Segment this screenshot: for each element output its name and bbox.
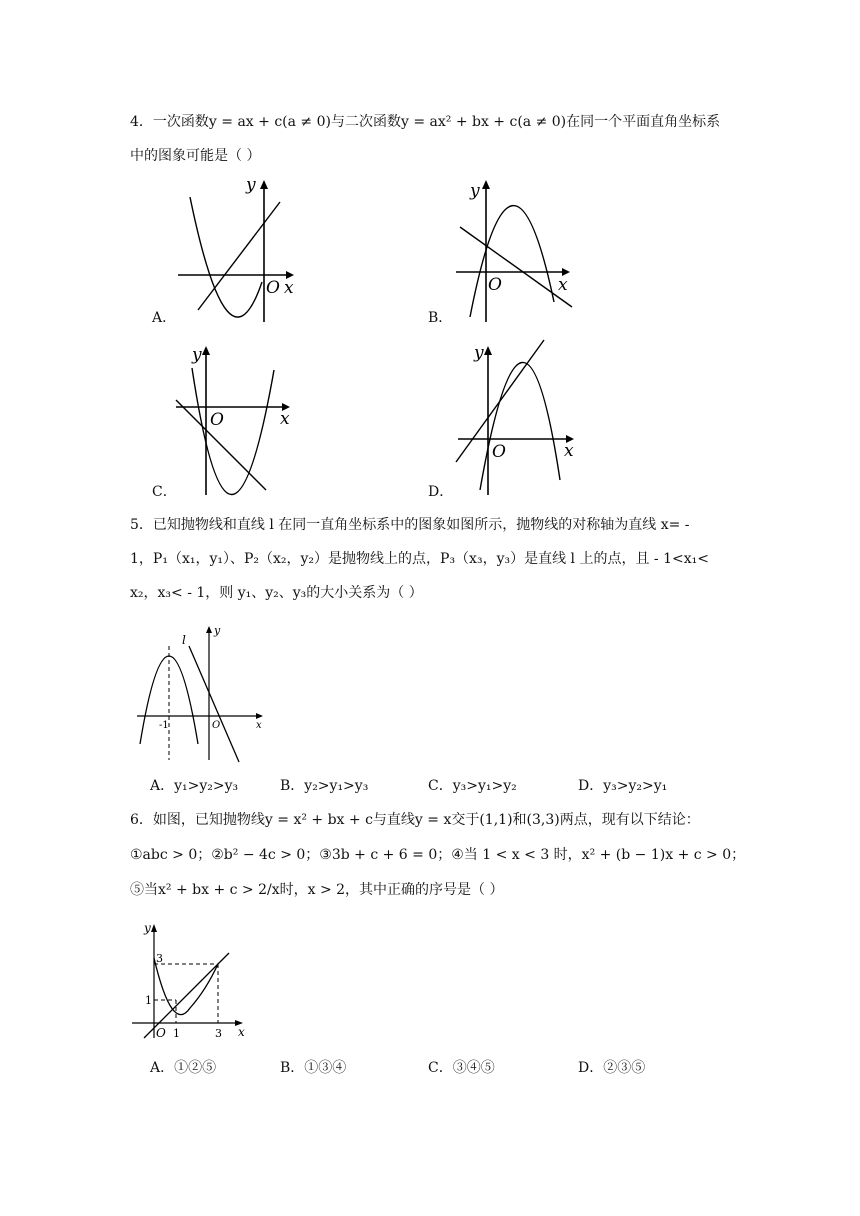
q5-stem-line1: 5．已知抛物线和直线 l 在同一直角坐标系中的图象如图所示，抛物线的对称轴为直线 x= -: [130, 517, 690, 533]
q6-stem-line1: 6．如图，已知抛物线y = x² + bx + c与直线y = x交于(1,1)和(3,3)两点，现有以下结论：: [130, 812, 700, 828]
axis-label-x: x: [280, 409, 290, 429]
line-label-l: l: [182, 633, 186, 647]
axis-label-x: x: [558, 275, 568, 295]
q6-option-b[interactable]: B．①③④: [280, 1060, 347, 1076]
q4-graph-c: [170, 340, 300, 500]
axis-label-x: x: [256, 720, 262, 731]
tick-label-y3: 3: [156, 952, 163, 965]
q4-graph-d: [452, 340, 582, 500]
q5-graph: [135, 620, 270, 765]
tick-label-y1: 1: [145, 994, 152, 1007]
q4-stem-line1: 4．一次函数y = ax + c(a ≠ 0)与二次函数y = ax² + bx + c(a ≠ 0)在同一个平面直角坐标系: [130, 114, 721, 130]
q6-stem-line2: ①abc > 0；②b² − 4c > 0；③3b + c + 6 = 0；④当 1 < x < 3 时，x² + (b − 1)x + c > 0；: [130, 847, 746, 863]
q4-option-b[interactable]: B．: [428, 310, 453, 326]
q6-stem-line3: ⑤当x² + bx + c > 2/x时，x > 2，其中正确的序号是（ ）: [130, 882, 504, 898]
q4-option-c[interactable]: C．: [152, 484, 177, 500]
axis-label-x: x: [564, 441, 574, 461]
origin-label: O: [266, 278, 280, 298]
origin-label: O: [488, 275, 502, 295]
q4-option-d[interactable]: D．: [428, 484, 454, 500]
origin-label: O: [212, 720, 221, 731]
q6-option-a[interactable]: A．①②⑤: [150, 1060, 217, 1076]
axis-label-y: y: [246, 175, 256, 195]
q5-option-c[interactable]: C．y₃>y₁>y₂: [428, 778, 517, 794]
q5-stem-line3: x₂，x₃< - 1，则 y₁、y₂、y₃的大小关系为（ ）: [130, 585, 423, 601]
q4-stem-line2: 中的图象可能是（ ）: [130, 148, 261, 164]
q5-option-b[interactable]: B．y₂>y₁>y₃: [280, 778, 369, 794]
axis-label-x: x: [238, 1025, 245, 1039]
axis-label-y: y: [214, 624, 221, 637]
axis-label-y: y: [192, 345, 202, 365]
axis-label-y: y: [144, 921, 151, 935]
tick-label-x1: 1: [173, 1027, 180, 1040]
origin-label: O: [210, 410, 224, 430]
q4-option-a[interactable]: A．: [152, 310, 177, 326]
origin-label: O: [156, 1026, 166, 1040]
q5-option-a[interactable]: A．y₁>y₂>y₃: [150, 778, 239, 794]
origin-label: O: [492, 442, 506, 462]
axis-label-x: x: [284, 278, 294, 298]
q6-graph: [128, 916, 253, 1041]
tick-label-x3: 3: [215, 1027, 222, 1040]
q5-option-d[interactable]: D．y₃>y₂>y₁: [578, 778, 668, 794]
q6-option-c[interactable]: C．③④⑤: [428, 1060, 495, 1076]
axis-label-y: y: [470, 181, 480, 201]
axis-label-y: y: [474, 343, 484, 363]
tick-label-minus-1: -1: [159, 720, 169, 731]
q4-graph-a: [170, 172, 300, 327]
q4-graph-b: [450, 172, 580, 327]
q6-option-d[interactable]: D．②③⑤: [578, 1060, 646, 1076]
q5-stem-line2: 1，P₁（x₁，y₁）、P₂（x₂，y₂）是抛物线上的点，P₃（x₃，y₃）是直线 l 上的点，且 - 1<x₁<: [130, 551, 709, 567]
